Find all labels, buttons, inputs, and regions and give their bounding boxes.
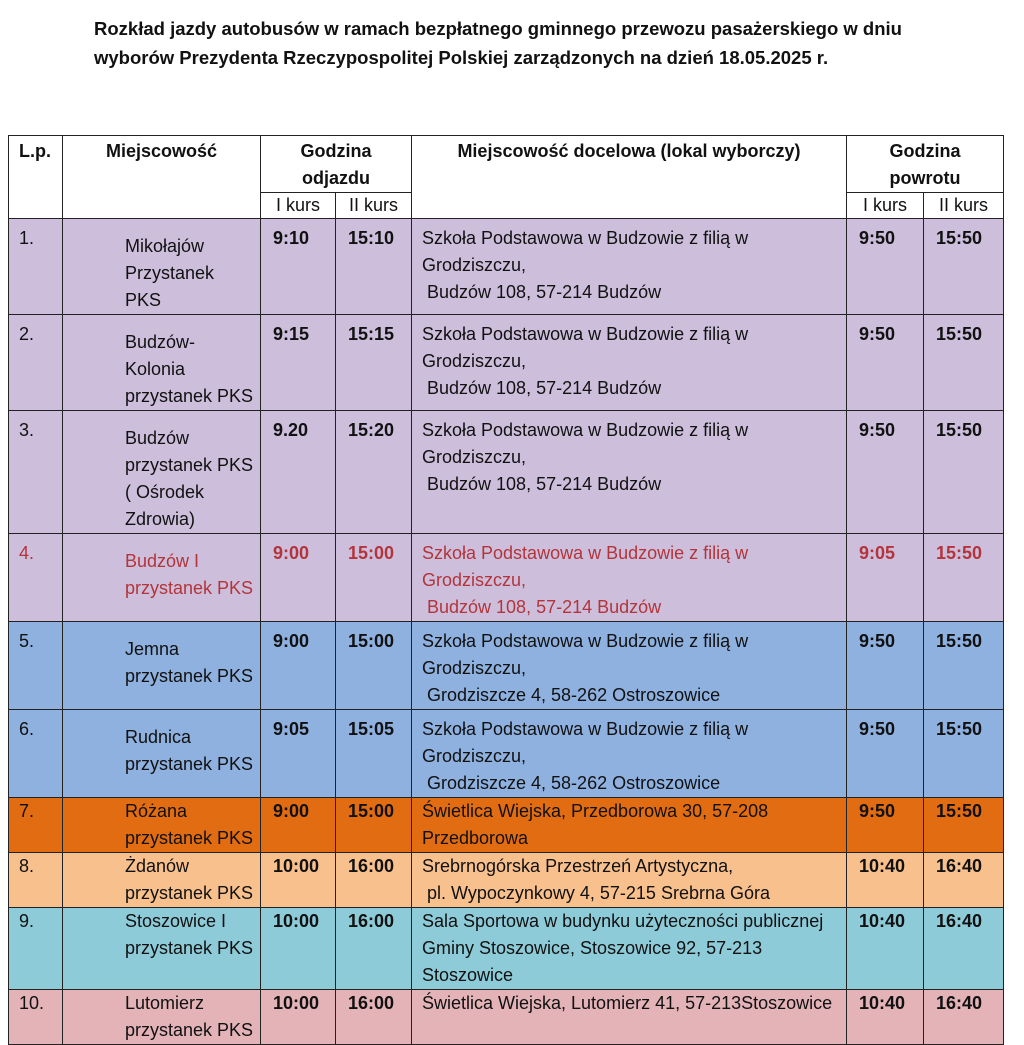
row-ret-kurs2: 15:50 (924, 710, 1004, 798)
row-dep-kurs1: 9:00 (261, 798, 336, 853)
row-place: Budzów I przystanek PKS (63, 534, 261, 622)
table-row (9, 622, 1004, 710)
destination-line-1: Szkoła Podstawowa w Budzowie z filią w Grodziszczu, (422, 631, 749, 678)
row-number: 4. (9, 534, 63, 622)
row-ret-kurs2: 16:40 (924, 853, 1004, 908)
header-departure: Godzina odjazdu (261, 136, 412, 193)
table-row (9, 798, 1004, 853)
row-ret-kurs1: 10:40 (847, 853, 924, 908)
destination-line-1: Świetlica Wiejska, Lutomierz 41, 57-213Stoszowice (422, 993, 833, 1013)
row-ret-kurs1: 9:50 (847, 710, 924, 798)
row-place: Stoszowice I przystanek PKS (63, 908, 261, 990)
table-row (9, 710, 1004, 798)
row-dep-kurs2: 15:20 (336, 411, 412, 534)
table-row (9, 411, 1004, 534)
row-place: Rudnica przystanek PKS (63, 710, 261, 798)
header-destination: Miejscowość docelowa (lokal wyborczy) (412, 136, 847, 219)
row-ret-kurs1: 9:50 (847, 798, 924, 853)
destination-line-2: Budzów 108, 57-214 Budzów (427, 282, 662, 302)
row-dep-kurs2: 16:00 (336, 853, 412, 908)
row-number: 2. (9, 315, 63, 411)
row-ret-kurs1: 9:50 (847, 315, 924, 411)
bus-schedule-table (8, 135, 1004, 1045)
row-number: 3. (9, 411, 63, 534)
header-ret-kurs1: I kurs (847, 193, 924, 219)
row-number: 1. (9, 219, 63, 315)
row-ret-kurs2: 15:50 (924, 411, 1004, 534)
header-place: Miejscowość (63, 136, 261, 219)
row-dep-kurs1: 10:00 (261, 908, 336, 990)
destination-line-1: Szkoła Podstawowa w Budzowie z filią w Grodziszczu, (422, 228, 749, 275)
row-ret-kurs2: 15:50 (924, 219, 1004, 315)
row-dep-kurs1: 10:00 (261, 990, 336, 1045)
row-ret-kurs2: 15:50 (924, 315, 1004, 411)
row-place: Jemna przystanek PKS (63, 622, 261, 710)
header-dep-kurs1: I kurs (261, 193, 336, 219)
row-ret-kurs1: 10:40 (847, 990, 924, 1045)
destination-line-1: Szkoła Podstawowa w Budzowie z filią w Grodziszczu, (422, 420, 749, 467)
row-number: 10. (9, 990, 63, 1045)
row-dep-kurs2: 16:00 (336, 990, 412, 1045)
row-number: 6. (9, 710, 63, 798)
destination-line-2: Budzów 108, 57-214 Budzów (427, 378, 662, 398)
table-row (9, 219, 1004, 315)
row-place: Żdanów przystanek PKS (63, 853, 261, 908)
row-dep-kurs1: 9:05 (261, 710, 336, 798)
row-destination (412, 990, 847, 1045)
destination-line-1: Szkoła Podstawowa w Budzowie z filią w Grodziszczu, (422, 324, 749, 371)
header-dep-kurs2: II kurs (336, 193, 412, 219)
row-ret-kurs1: 9:50 (847, 411, 924, 534)
table-row (9, 315, 1004, 411)
row-ret-kurs2: 15:50 (924, 534, 1004, 622)
row-place: Lutomierz przystanek PKS (63, 990, 261, 1045)
destination-line-1: Sala Sportowa w budynku użyteczności publicznej Gminy Stoszowice, Stoszowice 92, 57-213 Stoszowice (422, 911, 824, 985)
row-ret-kurs1: 9:50 (847, 622, 924, 710)
row-dep-kurs1: 9:15 (261, 315, 336, 411)
row-dep-kurs1: 9.20 (261, 411, 336, 534)
row-destination (412, 710, 847, 798)
row-ret-kurs2: 15:50 (924, 622, 1004, 710)
row-ret-kurs2: 16:40 (924, 990, 1004, 1045)
header-ret-kurs2: II kurs (924, 193, 1004, 219)
table-row (9, 990, 1004, 1045)
row-destination (412, 219, 847, 315)
row-dep-kurs1: 9:10 (261, 219, 336, 315)
row-place: Budzów-Kolonia przystanek PKS (63, 315, 261, 411)
row-dep-kurs2: 15:00 (336, 798, 412, 853)
row-ret-kurs1: 9:05 (847, 534, 924, 622)
destination-line-2: Grodziszcze 4, 58-262 Ostroszowice (427, 773, 721, 793)
row-dep-kurs1: 9:00 (261, 534, 336, 622)
destination-line-2: Budzów 108, 57-214 Budzów (427, 474, 662, 494)
table-row (9, 908, 1004, 990)
row-dep-kurs2: 15:05 (336, 710, 412, 798)
page-title: Rozkład jazdy autobusów w ramach bezpłatnego gminnego przewozu pasażerskiego w dniu wyborów Prezydenta Rzeczypospolitej Polskiej zarządzonych na dzień 18.05.2025 r. (94, 18, 902, 68)
row-destination (412, 315, 847, 411)
row-destination (412, 798, 847, 853)
destination-line-2: pl. Wypoczynkowy 4, 57-215 Srebrna Góra (427, 883, 771, 903)
row-place: Budzów przystanek PKS ( Ośrodek Zdrowia) (63, 411, 261, 534)
row-destination (412, 853, 847, 908)
row-ret-kurs2: 15:50 (924, 798, 1004, 853)
row-number: 7. (9, 798, 63, 853)
row-ret-kurs2: 16:40 (924, 908, 1004, 990)
header-lp: L.p. (9, 136, 63, 219)
row-dep-kurs2: 15:00 (336, 622, 412, 710)
destination-line-1: Świetlica Wiejska, Przedborowa 30, 57-208 Przedborowa (422, 801, 769, 848)
row-place: Mikołajów Przystanek PKS (63, 219, 261, 315)
header-return: Godzina powrotu (847, 136, 1004, 193)
row-dep-kurs2: 15:00 (336, 534, 412, 622)
row-destination (412, 908, 847, 990)
destination-line-1: Szkoła Podstawowa w Budzowie z filią w Grodziszczu, (422, 543, 749, 590)
row-destination (412, 534, 847, 622)
row-number: 8. (9, 853, 63, 908)
destination-line-1: Srebrnogórska Przestrzeń Artystyczna, (422, 856, 734, 876)
destination-line-2: Budzów 108, 57-214 Budzów (427, 597, 662, 617)
table-row (9, 534, 1004, 622)
row-dep-kurs2: 15:15 (336, 315, 412, 411)
destination-line-2: Grodziszcze 4, 58-262 Ostroszowice (427, 685, 721, 705)
row-dep-kurs1: 10:00 (261, 853, 336, 908)
row-ret-kurs1: 10:40 (847, 908, 924, 990)
row-dep-kurs2: 15:10 (336, 219, 412, 315)
row-place: Różana przystanek PKS (63, 798, 261, 853)
row-number: 9. (9, 908, 63, 990)
row-ret-kurs1: 9:50 (847, 219, 924, 315)
row-destination (412, 622, 847, 710)
row-number: 5. (9, 622, 63, 710)
row-dep-kurs1: 9:00 (261, 622, 336, 710)
row-dep-kurs2: 16:00 (336, 908, 412, 990)
table-row (9, 853, 1004, 908)
destination-line-1: Szkoła Podstawowa w Budzowie z filią w Grodziszczu, (422, 719, 749, 766)
row-destination (412, 411, 847, 534)
